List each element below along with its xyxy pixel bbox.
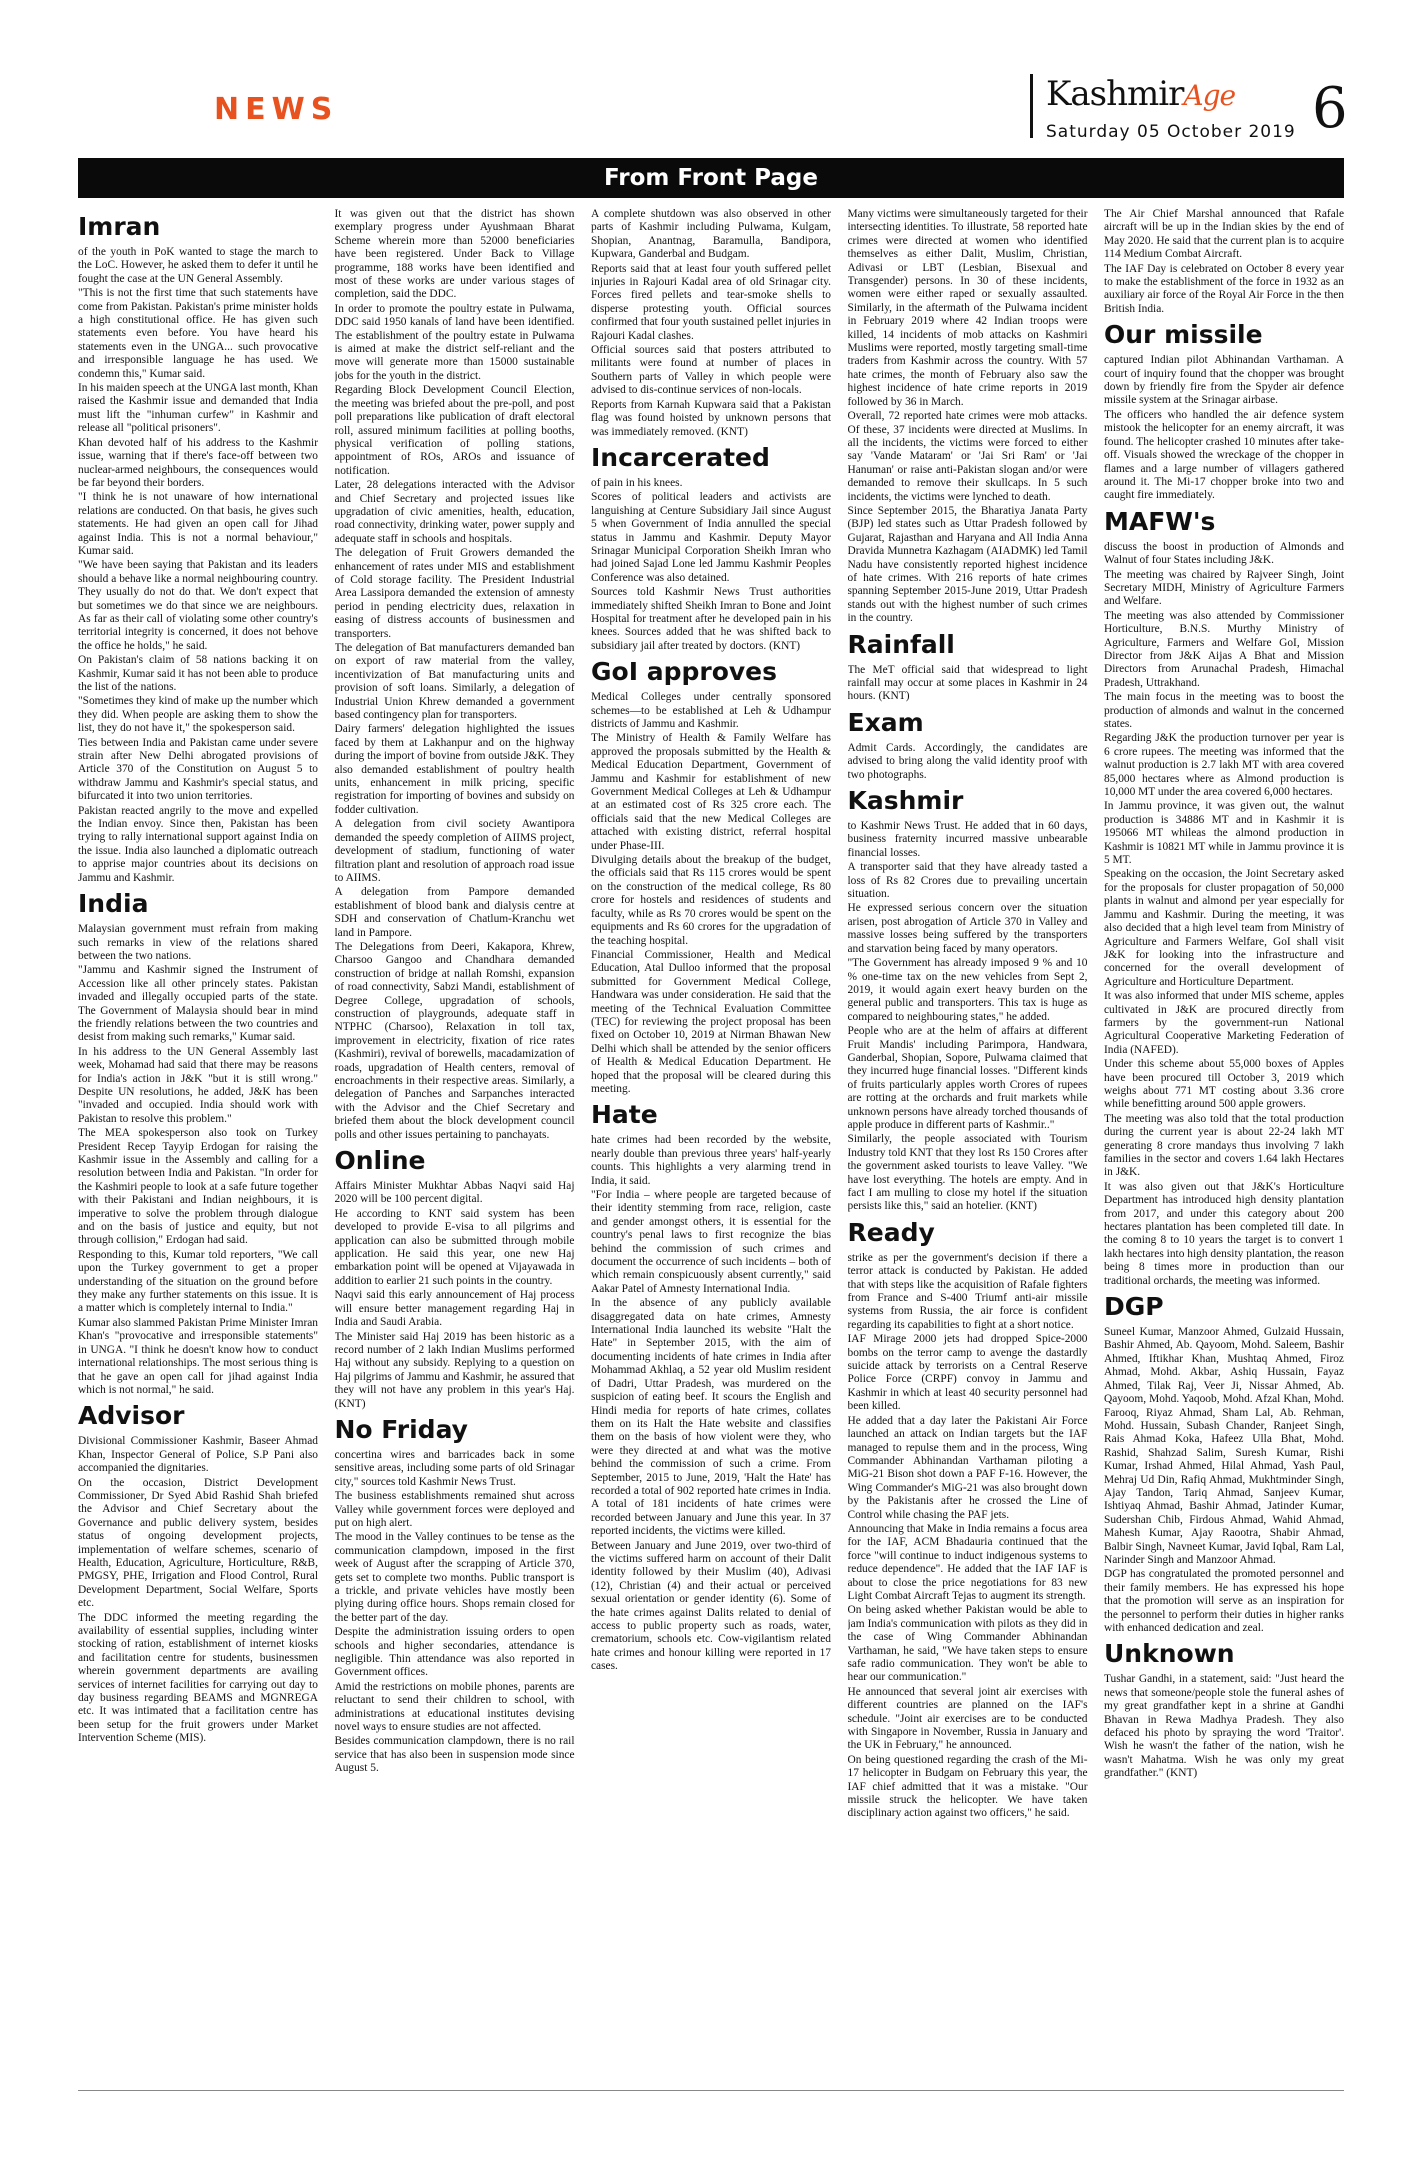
- column-2: [335, 208, 575, 2078]
- masthead: [1030, 70, 1320, 146]
- article-paragraph: Many victims were simultaneously targeted for their intersecting identities. To illustrate, 58 reported hate crimes were directed at women who identified themselves as either Dalit, Muslim, Christian, Adivasi or LBT (Lesbian, Bisexual and Transgender) persons. In 30 of these incidents, women were either raped or sexually assaulted. Similarly, in the aftermath of the Pulwama incident in February 2019 where 42 Indian troops were killed, 14 incidents of mob attacks on Kashmiri Muslims were reported, mostly targeting small-time traders from Kashmir across the country. With 57 hate crimes, the month of February also saw the highest incidence of hate crime reports in 2019 followed by 36 in March.: [847, 208, 1088, 408]
- page-number: 6: [1312, 76, 1348, 141]
- article-paragraph: Later, 28 delegations interacted with the Advisor and Chief Secretary and projected issues like upgradation of civic amenities, health, education, road connectivity, drinking water, power supply and adequate staff in schools and hospitals.: [334, 479, 575, 545]
- article-paragraph: to Kashmir News Trust. He added that in 60 days, business fraternity incurred massive unbearable financial losses.: [847, 820, 1088, 859]
- column-5: [1104, 208, 1344, 2078]
- article-paragraph: In his address to the UN General Assembly last week, Mohamad had said that there may be reasons for India's action in J&K "but it is still wrong." Despite UN resolutions, he added, J&K has been "invaded and occupied. India should work with Pakistan to resolve this problem.": [78, 1045, 318, 1125]
- article-paragraph: In his maiden speech at the UNGA last month, Khan raised the Kashmir issue and demanded that India must lift the "inhuman curfew" in Kashmir and release all "political prisoners".: [78, 382, 318, 435]
- article-paragraph: Naqvi said this early announcement of Haj process will ensure better management regarding Haj in India and Saudi Arabia.: [334, 1289, 575, 1329]
- article-paragraph: Scores of political leaders and activists are languishing at Centure Subsidiary Jail since August 5 when Government of India annulled the special status in Jammu and Kashmir. Deputy Mayor Srinagar Municipal Corporation Sheikh Imran who had joined Sajad Lone led Jammu Kashmir Peoples Conference was also detained.: [591, 491, 831, 584]
- article-paragraph: "Jammu and Kashmir signed the Instrument of Accession like all other princely states. Pakistan invaded and illegally occupied parts of the state. The Government of Malaysia should bear in mind the friendly relations between the two countries and desist from making such remarks," Kumar said.: [78, 964, 318, 1044]
- article-paragraph: "The Government has already imposed 9 % and 10 % one-time tax on the new vehicles from Sept 2, 2019, it would again exert heavy burden on the general public and transporters. This tax is huge as compared to neighbouring states," he added.: [847, 957, 1088, 1023]
- article-paragraph: He added that a day later the Pakistani Air Force launched an attack on Indian targets but the IAF managed to repulse them and in the process, Wing Commander Abhinandan Varthaman piloting a MiG-21 Bison shot down a PAF F-16. However, the Wing Commander's MiG-21 was also brought down by the Pakistanis after he crossed the Line of Control while chasing the PAF jets.: [847, 1414, 1088, 1521]
- article-paragraph: The meeting was chaired by Rajveer Singh, Joint Secretary MIDH, Ministry of Agriculture Farmers and Welfare.: [1104, 568, 1344, 608]
- article-paragraph: Between January and June 2019, over two-third of the victims suffered harm on account of their Dalit identity followed by their Muslim (40), Adivasi (12), Christian (4) and their actual or perceived sexual orientation or gender identity (6). Some of the hate crimes against Dalits related to denial of access to public property such as roads, water, crematorium, schools etc. Cow-vigilantism related hate crimes and honour killing were reported in 17 cases.: [591, 1539, 831, 1673]
- article-paragraph: hate crimes had been recorded by the website, nearly double than previous three years' half-yearly counts. This highlights a very alarming trend in India, it said.: [591, 1134, 831, 1187]
- article-paragraph: Since September 2015, the Bharatiya Janata Party (BJP) led states such as Uttar Pradesh followed by Gujarat, Rajasthan and Haryana and All India Anna Dravida Munnetra Kazhagam (AIADMK) led Tamil Nadu have consistently reported highest incidence of hate crimes. With 216 reports of hate crimes spanning September 2015-June 2019, Uttar Pradesh stands out with the highest number of such crimes in the country.: [847, 504, 1088, 625]
- article-paragraph: The meeting was also told that the total production during the current year is about 22-24 lakh MT generating 8 crore mandays thus involving 7 lakh families in the sector and covers 1.64 lakh Hectares in J&K.: [1104, 1112, 1344, 1179]
- article-paragraph: He according to KNT said system has been developed to provide E-visa to all pilgrims and application can also be submitted through mobile application. He said this year, one new Haj embarkation point will be opened at Vijayawada in addition to earlier 21 such points in the country.: [334, 1207, 575, 1287]
- article-paragraph: The Minister said Haj 2019 has been historic as a record number of 2 lakh Indian Muslims performed Haj without any subsidy. Replying to a question on Haj pilgrims of Jammu and Kashmir, he assured that they will not have any problem in this year's Haj. (KNT): [334, 1330, 575, 1410]
- article-paragraph: Overall, 72 reported hate crimes were mob attacks. Of these, 37 incidents were directed at Muslims. In all the incidents, the victims were forced to either say 'Vande Mataram' or 'Jai Sri Ram' or 'Jai Hanuman' or raise anti-Pakistan slogan and/or were demanded to remove their skullcaps. In 5 such incidents, the victims were lynched to death.: [847, 410, 1088, 503]
- column-4: [848, 208, 1088, 2078]
- article-heading: Hate: [591, 1100, 658, 1130]
- article-heading: No Friday: [334, 1414, 468, 1444]
- article-paragraph: Amid the restrictions on mobile phones, parents are reluctant to send their children to school, with administrations at educational institutes devising novel ways to ensure studies are not affected.: [334, 1680, 575, 1734]
- article-paragraph: In Jammu province, it was given out, the walnut production is 34886 MT and in Kashmir it is 195066 MT whileas the almond production in Kashmir is 10821 MT while in Jammu province it is 5 MT.: [1104, 800, 1344, 867]
- article-paragraph: He announced that several joint air exercises with different countries are planned on the IAF's schedule. "Joint air exercises are to be conducted with Singapore in November, Russia in January and the UK in February," he announced.: [847, 1685, 1088, 1752]
- article-paragraph: The Delegations from Deeri, Kakapora, Khrew, Charsoo Gangoo and Chandhara demanded construction of bridge at nallah Romshi, expansion of road connectivity, Sabzi Mandi, establishment of Degree College, upgradation of schools, construction of playgrounds, adequate staff in NTPHC (Charsoo), Relaxation in toll tax, improvement in electricity, fixation of rice rates (Kashmiri), revival of borewells, macadamization of roads, upgradation of Health centers, removal of encroachments in their respective areas. Similarly, a delegation of Panches and Sarpanches interacted with the Advisor and the Chief Secretary and briefed them about the block development council polls and other issues pertaining to panchayats.: [334, 940, 575, 1141]
- article-paragraph: Announcing that Make in India remains a focus area for the IAF, ACM Bhadauria continued that the force "will continue to induct indigenous systems to reduce dependence". He added that the IAF IAF is about to close the price negotiations for 83 new Light Combat Aircraft Tejas to augment its strength.: [847, 1522, 1088, 1602]
- article-heading: Advisor: [78, 1401, 185, 1431]
- article-heading: Rainfall: [847, 629, 955, 659]
- article-paragraph: Tushar Gandhi, in a statement, said: "Just heard the news that someone/people stole the funeral ashes of my great grandfather kept in a shrine at Gandhi Bhavan in Rewa Madhya Pradesh. They also defaced his photo by spraying the word 'Traitor'. Wish he wasn't the father of the nation, wish he wasn't Mahatma. Wish he was only my great grandfather." (KNT): [1104, 1673, 1344, 1780]
- article-heading: DGP: [1104, 1292, 1164, 1322]
- article-columns: [78, 208, 1344, 2078]
- article-paragraph: Suneel Kumar, Manzoor Ahmed, Gulzaid Hussain, Bashir Ahmed, Ab. Qayoom, Mohd. Saleem, Bashir Ahmed, Iftikhar Khan, Mushtaq Ahmed, Firoz Ahmad, Mohd. Akbar, Ashiq Hussain, Fayaz Ahmed, Tilak Raj, Veer Ji, Nissar Ahmed, Ab. Qayoom, Mohd. Yaqoob, Mohd. Afzal Khan, Mohd. Farooq, Riyaz Ahmad, Sham Lal, Ab. Rehman, Mohd. Hussain, Subash Chander, Ranjeet Singh, Rais Ahmad Koka, Hafeez Ulla Bhat, Mohd. Rashid, Shahzad Salim, Suresh Kumar, Rishi Kumar, Irshad Ahmed, Hilal Ahmad, Yash Paul, Mehraj Ud Din, Rafiq Ahmad, Mukhtminder Singh, Ajay Tandon, Tariq Ahmad, Sanjeev Kumar, Ishtiyaq Ahmad, Bashir Ahmad, Jatinder Kumar, Sudershan Chib, Firdous Ahmad, Wahid Ahmad, Mahesh Kumar, Ajay Raootra, Shabir Ahmad, Balbir Singh, Navneet Kumar, Javid Iqbal, Ram Lal, Narinder Singh and Manzoor Ahmad.: [1104, 1326, 1344, 1566]
- article-paragraph: The meeting was also attended by Commissioner Horticulture, B.N.S. Murthy Ministry of Agriculture, Farmers and Welfare GoI, Mission Director from J&K Aijas A Bhat and Mission Directors from Arunachal Pradesh, Himachal Pradesh, Uttrakhand.: [1104, 609, 1344, 689]
- article-paragraph: Regarding J&K the production turnover per year is 6 crore rupees. The meeting was informed that the walnut production is 2.7 lakh MT with area covered 85,000 hectares where as Almond production is 10,000 MT under the area covered 6,000 hectares.: [1104, 732, 1344, 799]
- article-paragraph: Regarding Block Development Council Election, the meeting was briefed about the pre-poll, and post poll preparations like publication of draft electoral roll, assured minimum facilities at polling booths, physical verification of polling stations, appointment of ROs, AROs and issuance of notification.: [334, 384, 575, 477]
- article-heading: Kashmir: [847, 786, 964, 816]
- article-paragraph: Kumar also slammed Pakistan Prime Minister Imran Khan's "provocative and irresponsible statements" in UNGA. "I think he doesn't know how to conduct international relationships. The most serious thing is that he gave an open call for jihad against India which is not normal," he said.: [78, 1316, 318, 1396]
- article-paragraph: Khan devoted half of his address to the Kashmir issue, warning that if there's face-off between two nuclear-armed neighbours, the consequences would be far beyond their borders.: [78, 436, 318, 489]
- article-heading: Ready: [847, 1217, 935, 1247]
- article-paragraph: Pakistan reacted angrily to the move and expelled the Indian envoy. Since then, Pakistan has been trying to rally international support against India on the issue. India also launched a diplomatic outreach to apprise major countries about its decisions on Jammu and Kashmir.: [78, 804, 318, 884]
- article-paragraph: Sources told Kashmir News Trust authorities immediately shifted Sheikh Imran to Bone and Joint Hospital for treatment after he developed pain in his knees. Sources added that he was shifted back to subsidiary jail after treated by doctors. (KNT): [591, 586, 831, 652]
- article-paragraph: The Air Chief Marshal announced that Rafale aircraft will be up in the Indian skies by the end of May 2020. He said that the current plan is to acquire 114 Medium Combat Aircraft.: [1104, 208, 1344, 261]
- article-paragraph: "We have been saying that Pakistan and its leaders should a behave like a normal neighbouring country. They usually do not do that. We don't expect that but sometimes we do that since we are neighbours. As far as their call of violating some other country's territorial integrity is concerned, it does not behove the office he holds," he said.: [78, 559, 318, 652]
- article-paragraph: The mood in the Valley continues to be tense as the communication clampdown, imposed in the first week of August after the scrapping of Article 370, gets set to complete two months. Public transport is a trickle, and private vehicles have mostly been plying during office hours. Shops remain closed for the better part of the day.: [334, 1531, 575, 1624]
- article-paragraph: Besides communication clampdown, there is no rail service that has also been in suspension mode since August 5.: [334, 1735, 575, 1775]
- article-paragraph: The DDC informed the meeting regarding the availability of essential supplies, including winter stocking of ration, establishment of internet kiosks and facilitation centre for students, businessmen wherein government departments are availing services of internet facilities for carrying out day to day business regarding BEAMS and MGNREGA etc. It was intimated that a facilitation centre has been setup for the fruit growers under Market Intervention Scheme (MIS).: [78, 1611, 318, 1745]
- article-paragraph: A delegation from Pampore demanded establishment of blood bank and dialysis centre at SDH and conservation of Chatlum-Kranchu wet land in Pampore.: [334, 886, 575, 939]
- article-paragraph: On being questioned regarding the crash of the Mi-17 helicopter in Budgam on February this year, the IAF chief admitted that it was a mistake. "Our missile struck the helicopter. We have taken disciplinary action against two officers," he said.: [847, 1753, 1088, 1820]
- article-paragraph: On being asked whether Pakistan would be able to jam India's communication with pilots as they did in the case of Wing Commander Abhinandan Varthaman, he said, "We have taken steps to ensure safe radio communication. They won't be able to hear our communication.": [847, 1604, 1088, 1684]
- masthead-divider: [1030, 74, 1033, 138]
- footer-rule: [78, 2090, 1344, 2091]
- article-heading: GoI approves: [591, 657, 777, 687]
- article-heading: Unknown: [1104, 1639, 1235, 1669]
- page-header: [0, 0, 1422, 160]
- article-paragraph: On the occasion, District Development Commissioner, Dr Syed Abid Rashid Shah briefed the Advisor and Chief Secretary about the Governance and public delivery system, besides status of ongoing development projects, implementation of welfare schemes, scenario of Health, Education, Agriculture, Horticulture, R&B, PMGSY, PHE, Irrigation and Flood Control, Rural Development Department, Social Welfare, Sports etc.: [78, 1476, 318, 1610]
- article-paragraph: The MEA spokesperson also took on Turkey President Recep Tayyip Erdogan for raising the Kashmir issue in the Assembly and calling for a resolution between India and Pakistan. "In order for the Kashmiri people to look at a safe future together with their Pakistani and Indian neighbours, it is imperative to solve the problem through dialogue and on the basis of justice and equity, but not through collision," Erdogan had said.: [78, 1127, 318, 1247]
- article-paragraph: The main focus in the meeting was to boost the production of almonds and walnut in the concerned states.: [1104, 691, 1344, 730]
- article-paragraph: "For India – where people are targeted because of their identity stemming from race, religion, caste and gender amongst others, it is essential for the country's penal laws to first recognize the bias behind the commission of such crimes and document the occurrence of such incidents – both of which remain conspicuously absent currently," said Aakar Patel of Amnesty International India.: [591, 1189, 831, 1295]
- article-paragraph: The business establishments remained shut across Valley while government forces were deployed and put on high alert.: [334, 1490, 575, 1529]
- article-paragraph: Dairy farmers' delegation highlighted the issues faced by them at Lakhanpur and on the highway during the import of bovine from outside J&K. They also demanded establishment of poultry health units, enhancement in milk pricing, specific registration for importing of bovines and subsidy on fodder cultivation.: [334, 723, 575, 816]
- article-paragraph: Under this scheme about 55,000 boxes of Apples have been procured till October 3, 2019 which weighs about 771 MT costing about 3.36 crore while benefitting around 500 apple growers.: [1104, 1058, 1344, 1111]
- issue-date: Saturday 05 October 2019: [1046, 122, 1296, 142]
- article-paragraph: Affairs Minister Mukhtar Abbas Naqvi said Haj 2020 will be 100 percent digital.: [334, 1180, 575, 1206]
- article-paragraph: Reports from Karnah Kupwara said that a Pakistan flag was found hoisted by unknown persons that was immediately removed. (KNT): [591, 398, 831, 438]
- article-heading: Our missile: [1104, 320, 1263, 350]
- article-paragraph: The officers who handled the air defence system mistook the helicopter for an enemy aircraft, it was found. The helicopter crashed 10 minutes after take-off. Visuals showed the wreckage of the chopper in flames and a large number of villagers gathered around it. The Mi-17 chopper broke into two and caught fire immediately.: [1104, 408, 1344, 502]
- article-paragraph: It was given out that the district has shown exemplary progress under Ayushmaan Bharat Scheme wherein more than 52000 beneficiaries have been registered. Under Back to Village programme, 188 works have been identified and most of these works are under various stages of completion, said the DDC.: [334, 208, 575, 301]
- column-3: [591, 208, 831, 2078]
- article-paragraph: concertina wires and barricades back in some sensitive areas, including some parts of old Srinagar city," sources told Kashmir News Trust.: [334, 1448, 575, 1488]
- article-paragraph: IAF Mirage 2000 jets had dropped Spice-2000 bombs on the terror camp to avenge the dastardly suicide attack by terrorists on a Central Reserve Police Force (CRPF) convoy in Jammu and Kashmir in which at least 40 security personnel had been killed.: [847, 1333, 1088, 1413]
- article-paragraph: Medical Colleges under centrally sponsored schemes—to be established at Leh & Udhampur districts of Jammu and Kashmir.: [591, 691, 831, 730]
- article-paragraph: In the absence of any publicly available disaggregated data on hate crimes, Amnesty International India launched its website "Halt the Hate" in September 2015, with the aim of documenting incidents of hate crimes in India after Mohammad Akhlaq, a 52 year old Muslim resident of Dadri, Uttar Pradesh, was murdered on the suspicion of eating beef. It scours the English and Hindi media for reports of hate crimes, collates them on its Halt the Hate website and classifies them on the basis of how violent were they, who were they directed at and what was the motive behind the commission of such a crime. From September, 2015 to June, 2019, 'Halt the Hate' has recorded a total of 902 reported hate crimes in India. A total of 181 incidents of hate crimes were recorded between January and June this year. In 37 reported incidents, the victims were killed.: [591, 1297, 831, 1538]
- article-paragraph: Similarly, the people associated with Tourism Industry told KNT that they lost Rs 150 Crores after the government asked tourists to leave Valley. "We have lost everything. The hotels are empty. And in fact I am mulling to close my hotel if the situation persists like this," said an hotelier. (KNT): [847, 1133, 1088, 1213]
- article-paragraph: Reports said that at least four youth suffered pellet injuries in Rajouri Kadal area of old Srinagar city. Forces fired pellets and tear-smoke shells to disperse protesting youth. Official sources confirmed that four youth sustained pellet injuries in Rajouri Kadal clashes.: [591, 262, 831, 342]
- article-paragraph: DGP has congratulated the promoted personnel and their family members. He has expressed his hope that the promotion will serve as an inspiration for the personnel to perform their duties in higher ranks with enhanced dedication and zeal.: [1104, 1568, 1344, 1634]
- article-paragraph: Official sources said that posters attributed to militants were found at number of places in Southern parts of Valley in which people were advised to dis-continue services of non-locals.: [591, 344, 831, 397]
- article-paragraph: Malaysian government must refrain from making such remarks in view of the relations shared between the two nations.: [78, 923, 318, 962]
- article-paragraph: of pain in his knees.: [591, 476, 683, 489]
- article-paragraph: Despite the administration issuing orders to open schools and higher secondaries, attendance is negligible. Thin attendance was also reported in Government offices.: [334, 1626, 575, 1679]
- article-heading: Online: [334, 1146, 426, 1176]
- logo-main: Kashmir: [1046, 74, 1184, 114]
- article-paragraph: "This is not the first time that such statements have come from Pakistan. Pakistan's prime minister holds a high constitutional office. He has given such statements even before. You have heard his statements even in the UNGA... such provocative and irresponsible language he has used. We condemn this," Kumar said.: [78, 287, 318, 380]
- section-label: NEWS: [214, 92, 339, 127]
- article-paragraph: A complete shutdown was also observed in other parts of Kashmir including Pulwama, Kulgam, Shopian, Anantnag, Baramulla, Bandipora, Kupwara, Ganderbal and Budgam.: [591, 208, 831, 261]
- article-paragraph: "I think he is not unaware of how international relations are conducted. On that basis, he gives such statements. He had given an open call for Jihad against India. This is not a normal behaviour," Kumar said.: [78, 491, 318, 557]
- article-paragraph: The IAF Day is celebrated on October 8 every year to make the establishment of the force in 1932 as an auxiliary air force of the Royal Air Force in the then British India.: [1104, 262, 1344, 315]
- section-banner: From Front Page: [78, 158, 1344, 198]
- article-paragraph: The delegation of Bat manufacturers demanded ban on export of raw material from the valley, incentivization of Bat manufacturing units and provision of soft loans. Similarly, a delegation of Industrial Union Khrew demanded a government based contingency plan for transporters.: [334, 642, 575, 722]
- article-paragraph: strike as per the government's decision if there a terror attack is conducted by Pakistan. He added that with steps like the acquisition of Rafale fighters from France and S-400 Triumf anti-air missile systems from Russia, the air force is confident regarding its capabilities to fight at a short notice.: [847, 1251, 1088, 1331]
- article-paragraph: Divulging details about the breakup of the budget, the officials said that Rs 115 crores would be spent on the construction of the medical college, Rs 80 crore for hostels and residences of students and faculty, while as Rs 70 crores would be spent on the equipments and Rs 60 crores for the upgradation of the teaching hospital.: [591, 854, 831, 947]
- article-paragraph: Speaking on the occasion, the Joint Secretary asked for the proposals for cluster propagation of 50,000 plants in walnut and almond per year especially for Jammu and Kashmir. During the meeting, it was also decided that a high level team from Ministry of Agriculture and Farmers Welfare, GoI shall visit J&K for looking into the infrastructure and concerned for the overall development of Agriculture and Horticulture Department.: [1104, 868, 1344, 988]
- article-paragraph: He expressed serious concern over the situation arisen, post abrogation of Article 370 in Valley and massive losses being suffered by the transporters and starvation being faced by many operators.: [847, 902, 1088, 955]
- article-paragraph: A transporter said that they have already tasted a loss of Rs 82 Crores due to prevailing uncertain situation.: [847, 861, 1088, 901]
- article-paragraph: of the youth in PoK wanted to stage the march to the LoC. However, he asked them to defer it until he fought the case at the UN General Assembly.: [78, 246, 318, 285]
- article-paragraph: The Ministry of Health & Family Welfare has approved the proposals submitted by the Health & Medical Education Department, Government of Jammu and Kashmir for establishment of new Government Medical Colleges at Leh & Udhampur at an estimated cost of Rs 325 crore each. The officials said that the new Medical Colleges are attached with existing district, referral hospital under Phase-III.: [591, 732, 831, 852]
- article-heading: Exam: [847, 707, 924, 737]
- article-heading: India: [78, 889, 149, 919]
- masthead-logo: [1046, 74, 1235, 114]
- column-1: [78, 208, 318, 2078]
- article-heading: MAFW's: [1104, 506, 1216, 536]
- article-paragraph: It was also informed that under MIS scheme, apples cultivated in J&K are procured directly from farmers by the government-run National Agricultural Cooperative Marketing Federation of India (NAFED).: [1104, 990, 1344, 1056]
- article-paragraph: It was also given out that J&K's Horticulture Department has introduced high density plantation from 2017, and under this category about 200 hectares plantation has been completed till date. In the coming 8 to 10 years the target is to convert 1 lakh hectares into high density plantation, the reason being 8 times more in production than our traditional orchards, the meeting was informed.: [1104, 1180, 1344, 1287]
- article-paragraph: People who are at the helm of affairs at different Fruit Mandis' including Parimpora, Handwara, Ganderbal, Shopian, Sopore, Pulwama claimed that they incurred huge financial losses. "Different kinds of fruits particularly apples worth Crores of rupees are rotting at the orchards and fruit markets while unknown persons have already torched thousands of apple produce in different parts of Kashmir..": [847, 1025, 1088, 1131]
- article-paragraph: Ties between India and Pakistan came under severe strain after New Delhi abrogated provisions of Article 370 of the Constitution on August 5 to withdraw Jammu and Kashmir's special status, and bifurcated it into two union territories.: [78, 736, 318, 803]
- article-paragraph: Financial Commissioner, Health and Medical Education, Atal Dulloo informed that the proposal submitted for Government Medical College, Handwara was under consideration. He said that the meeting of the Technical Evaluation Committee (TEC) for reviewing the project proposal has been fixed on October 10, 2019 at Nirman Bhawan New Delhi which shall be attended by the senior officers of Health & Medical Education Department. He hoped that the proposal will be cleared during this meeting.: [591, 948, 831, 1095]
- article-paragraph: captured Indian pilot Abhinandan Varthaman. A court of inquiry found that the chopper was brought down by friendly fire from the Spyder air defence missile system at the Srinagar airbase.: [1104, 354, 1344, 407]
- article-heading: Incarcerated: [591, 442, 770, 472]
- article-heading: Imran: [78, 212, 161, 241]
- article-paragraph: discuss the boost in production of Almonds and Walnut of four States including J&K.: [1104, 540, 1344, 567]
- article-paragraph: Responding to this, Kumar told reporters, "We call upon the Turkey government to get a proper understanding of the situation on the ground before they make any further statements on this issue. It is a matter which is completely internal to India.": [78, 1248, 318, 1315]
- article-paragraph: Divisional Commissioner Kashmir, Baseer Ahmad Khan, Inspector General of Police, S.P Pani also accompanied the dignitaries.: [78, 1435, 318, 1475]
- logo-accent: Age: [1183, 79, 1236, 112]
- article-paragraph: The delegation of Fruit Growers demanded the enhancement of rates under MIS and establishment of Cold storage facility. The President Industrial Area Lassipora demanded the extension of amnesty period in pending electricity dues, relaxation in easing of distress accounts of businessmen and transporters.: [334, 547, 575, 640]
- article-paragraph: The MeT official said that widespread to light rainfall may occur at some places in Kashmir in 24 hours. (KNT): [847, 663, 1088, 703]
- article-paragraph: "Sometimes they kind of make up the number which they did. When people are asking them to show the list, they do not have it," the spokesperson said.: [78, 695, 318, 735]
- article-paragraph: In order to promote the poultry estate in Pulwama, DDC said 1950 kanals of land have been identified. The establishment of the poultry estate in Pulwama is aimed at make the district self-reliant and the move will generate more than 15000 sustainable jobs for the youth in the district.: [334, 302, 575, 382]
- article-paragraph: Admit Cards. Accordingly, the candidates are advised to bring along the valid identity proof with two photographs.: [847, 741, 1088, 781]
- article-paragraph: A delegation from civil society Awantipora demanded the speedy completion of AIIMS project, development of stadium, functioning of water filtration plant and resolution of approach road issue to AIIMS.: [334, 818, 575, 884]
- article-paragraph: On Pakistan's claim of 58 nations backing it on Kashmir, Kumar said it has not been able to produce the list of the nations.: [78, 654, 318, 693]
